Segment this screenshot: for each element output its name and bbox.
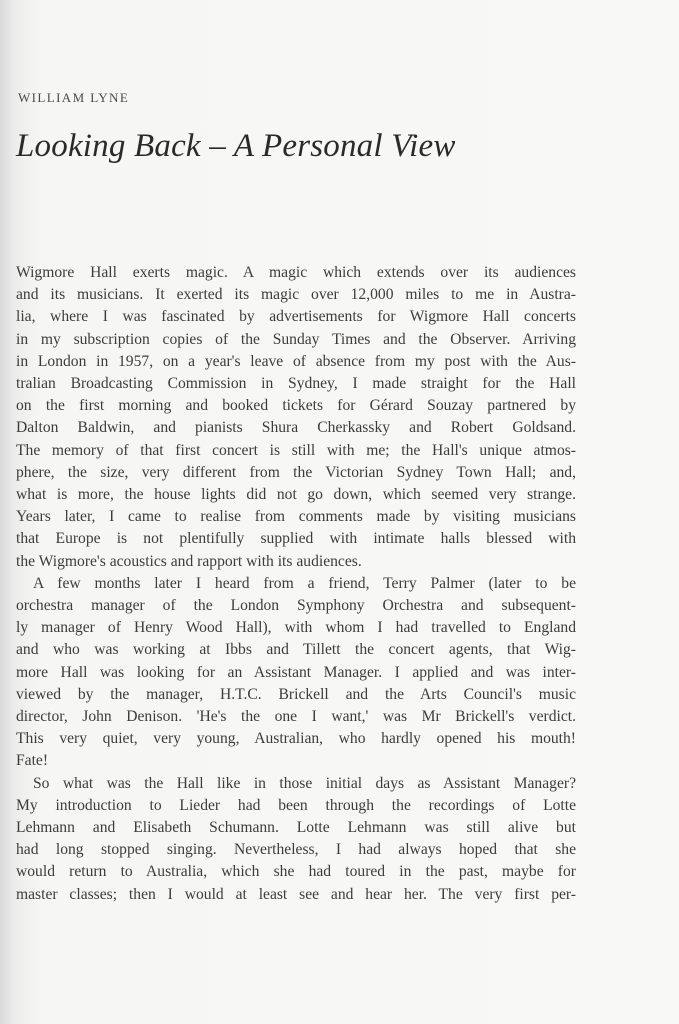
chapter-title: Looking Back – A Personal View [16,128,456,164]
text-line: in London in 1957, on a year's leave of absence from my post with the Aus- [16,352,576,370]
text-line: viewed by the manager, H.T.C. Brickell and the Arts Council's music [16,685,576,703]
text-line: would return to Australia, which she had toured in the past, maybe for [16,863,576,881]
body-text [16,262,576,906]
text-line: Fate! [16,752,49,770]
text-line: tralian Broadcasting Commission in Sydney, I made straight for the Hall [16,375,576,393]
text-line: the Wigmore's acoustics and rapport with its audiences. [16,552,362,570]
text-line: what is more, the house lights did not go down, which seemed very strange. [16,486,576,504]
text-line: director, John Denison. 'He's the one I want,' was Mr Brickell's verdict. [16,708,576,726]
text-line: phere, the size, very different from the Victorian Sydney Town Hall; and, [16,463,576,481]
text-line: Wigmore Hall exerts magic. A magic which extends over its audiences [16,264,576,281]
text-line: orchestra manager of the London Symphony Orchestra and subsequent- [16,597,576,615]
text-line: So what was the Hall like in those initial days as Assistant Manager? [33,774,576,792]
text-line: Lehmann and Elisabeth Schumann. Lotte Lehmann was still alive but [16,819,576,837]
text-line: Dalton Baldwin, and pianists Shura Cherkassky and Robert Goldsand. [16,419,576,437]
text-line: Years later, I came to realise from comments made by visiting musicians [16,508,576,526]
text-line: ly manager of Henry Wood Hall), with whom I had travelled to England [16,619,576,637]
paragraph [16,262,576,573]
text-line: that Europe is not plentifully supplied with intimate halls blessed with [16,530,576,548]
text-line: My introduction to Lieder had been through the recordings of Lotte [16,796,576,814]
text-line: in my subscription copies of the Sunday Times and the Observer. Arriving [16,330,576,348]
text-line: on the first morning and booked tickets for Gérard Souzay partnered by [16,397,576,415]
text-line: This very quiet, very young, Australian, who hardly opened his mouth! [16,730,576,748]
text-line: lia, where I was fascinated by advertisements for Wigmore Hall concerts [16,308,576,326]
author-name: WILLIAM LYNE [18,90,130,105]
text-line: The memory of that first concert is still with me; the Hall's unique atmos- [16,441,576,459]
text-line: and its musicians. It exerted its magic over 12,000 miles to me in Austra- [16,286,576,304]
text-line: master classes; then I would at least see and hear her. The very first per- [16,885,576,903]
paragraph [16,573,576,773]
paragraph [16,773,576,906]
text-line: and who was working at Ibbs and Tillett the concert agents, that Wig- [16,641,576,659]
text-line: more Hall was looking for an Assistant Manager. I applied and was inter- [16,663,576,681]
text-line: had long stopped singing. Nevertheless, I had always hoped that she [16,841,576,859]
text-line: A few months later I heard from a friend, Terry Palmer (later to be [33,574,576,592]
